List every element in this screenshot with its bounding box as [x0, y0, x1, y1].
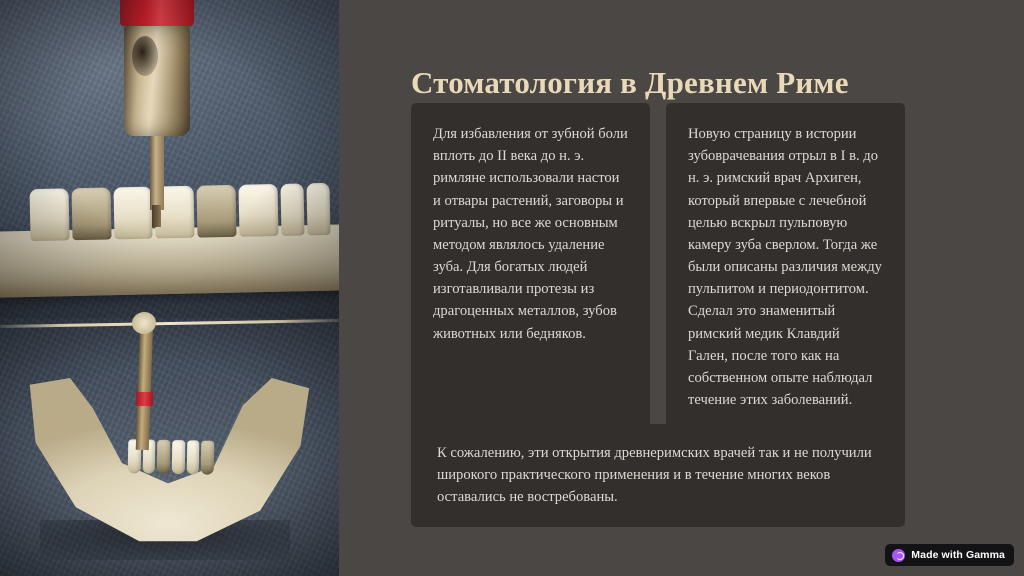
photo-upper-jaw-with-drill — [0, 0, 339, 318]
text-card-right-body: Новую страницу в истории зубоврачевания отрыл в I в. до н. э. римский врач Архиген, который впервые с лечебной целью вскрыл пульповую камеру зуба сверлом. Тогда же были описаны различия между пульпитом и периодонтитом. Сделал это знаменитый римский медик Клавдий Гален, после того как на собственном опыте наблюдал течение этих заболеваний. — [688, 126, 882, 409]
made-with-gamma-badge[interactable] — [885, 544, 1014, 566]
slide-image-panel — [0, 0, 339, 576]
gamma-logo-icon — [892, 549, 905, 562]
text-card-right — [666, 103, 905, 433]
tooth — [186, 440, 199, 474]
text-card-bottom-body: К сожалению, эти открытия древнеримских врачей так и не получили широкого практического применения и в течение многих веков оставались не востребованы. — [437, 445, 872, 506]
photo-vignette — [0, 0, 339, 318]
text-cards-row — [411, 103, 905, 433]
slide-content — [339, 0, 1024, 576]
made-with-gamma-label: Made with Gamma — [911, 549, 1005, 561]
tooth — [201, 441, 214, 475]
text-card-left — [411, 103, 650, 433]
text-card-left-body: Для избавления от зубной боли вплоть до II века до н. э. римляне использовали настои и отвары растений, заговоры и ритуалы, но все же основным методом являлось удаление зуба. Для богатых людей изготавливали протезы из драгоценных металлов, зубов животных или бедняков. — [433, 126, 628, 342]
page-title: Стоматология в Древнем Риме — [411, 64, 849, 100]
text-card-bottom — [411, 424, 905, 527]
drill-stick-red-band — [136, 392, 153, 407]
tooth — [172, 440, 185, 474]
tooth — [157, 440, 170, 474]
